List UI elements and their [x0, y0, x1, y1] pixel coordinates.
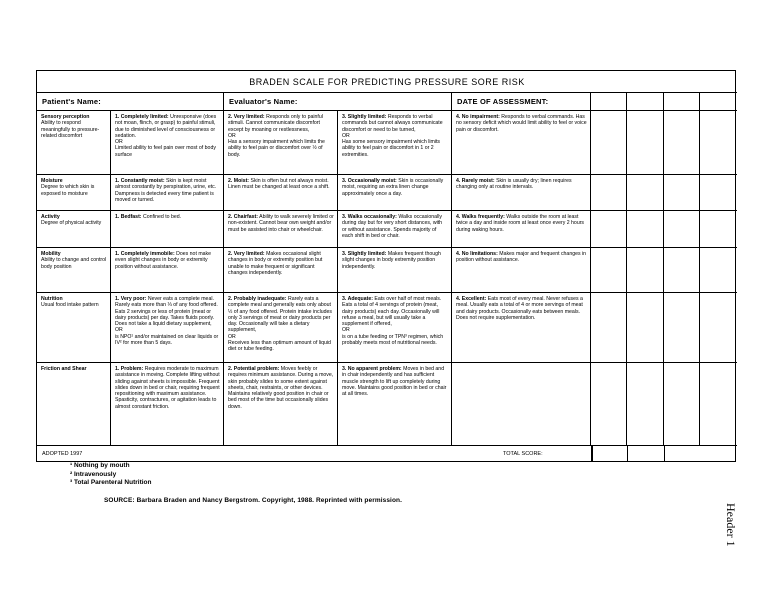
level-cell [224, 211, 338, 247]
level-title: 4. Walks frequently: [456, 214, 505, 220]
level-cell [452, 293, 591, 362]
category-name-cell [37, 175, 111, 210]
footer-row [37, 446, 737, 462]
level-cell [452, 248, 591, 292]
score-cell[interactable] [700, 363, 736, 445]
footnote-1: ¹ Nothing by mouth [70, 462, 130, 469]
level-cell [224, 363, 338, 445]
category-name-cell [37, 211, 111, 247]
score-cell[interactable] [664, 293, 700, 362]
level-text: Never eats a complete meal. Rarely eats more than ⅓ of any food offered. Eats 2 servings or less of protein (meat or dairy products) per day. Takes fluids poorly. Does not take a liquid dietary supplement, OR is NPO¹ and/or maintained on clear liquids or IV² for more than 5 days. [115, 296, 219, 347]
level-title: 3. Adequate: [342, 296, 373, 302]
score-column-1 [591, 93, 627, 110]
level-text: Requires moderate to maximum assistance in moving. Complete lifting without sliding against sheets is impossible. Frequent slides down in bed or chair, requiring frequent repositioning with maximum assistance. Spasticity, contractures, or agitation leads to almost constant friction. [115, 366, 220, 410]
level-text: Skin is often but not always moist. Linen must be changed at least once a shift. [228, 178, 330, 191]
level-title: 2. Probably inadequate: [228, 296, 287, 302]
category-description: Ability to change and control body position [41, 257, 107, 270]
level-text: Eats over half of most meals. Eats a total of 4 servings of protein (meat, dairy products) each day. Occasionally will refuse a meal, but will usually take a supplement if offered, OR is on a tube feeding or TPN³ regimen, which probably meets most of nutritional needs. [342, 296, 444, 347]
category-name-cell [37, 293, 111, 362]
score-cell[interactable] [664, 111, 700, 174]
level-text: Eats most of every meal. Never refuses a meal. Usually eats a total of 4 or more servings of meat and dairy products. Occasionally eats between meals. Does not require supplementation. [456, 296, 583, 321]
level-text: Walks occasionally during day but for very short distances, with or without assistance. Spends majority of each shift in bed or chair. [342, 214, 443, 239]
score-cell[interactable] [664, 363, 700, 445]
level-title: 4. Rarely moist: [456, 178, 495, 184]
level-cell [111, 211, 224, 247]
category-description: Usual food intake pattern [41, 302, 99, 309]
level-text: Responds only to painful stimuli. Cannot communicate discomfort except by moaning or restlessness, OR Has a sensory impairment which limits the ability to feel pain or discomfort over ½ of body. [228, 114, 325, 158]
category-row [37, 293, 737, 363]
level-title: 1. Problem: [115, 366, 144, 372]
category-name: Mobility [41, 251, 61, 257]
level-title: 3. Slightly limited: [342, 251, 387, 257]
level-title: 1. Constantly moist: [115, 178, 165, 184]
score-cell[interactable] [591, 111, 627, 174]
total-score-cell-3[interactable] [664, 446, 665, 462]
category-row [37, 111, 737, 175]
level-text: Moves feebly or requires minimum assistance. During a move, skin probably slides to some extent against sheets, chair, restraints, or other devices. Maintains relatively good position in chair or bed most of the time but occasionally slides down. [228, 366, 334, 410]
category-name: Friction and Shear [41, 366, 87, 372]
level-title: 2. Moist: [228, 178, 250, 184]
form-title: BRADEN SCALE FOR PREDICTING PRESSURE SORE RISK [37, 71, 737, 93]
level-cell [452, 175, 591, 210]
level-title: 3. No apparent problem: [342, 366, 402, 372]
level-cell [111, 248, 224, 292]
score-cell[interactable] [591, 248, 627, 292]
category-name: Sensory perception [41, 114, 90, 120]
level-text: Makes major and frequent changes in position without assistance. [456, 251, 587, 264]
date-of-assessment-label: DATE OF ASSESSMENT: [452, 93, 591, 110]
level-title: 2. Very limited: [228, 251, 265, 257]
score-cell[interactable] [700, 211, 736, 247]
level-cell [224, 293, 338, 362]
level-title: 2. Chairfast: [228, 214, 258, 220]
source-citation: SOURCE: Barbara Braden and Nancy Bergstrom. Copyright, 1988. Reprinted with permission. [104, 497, 403, 504]
score-cell[interactable] [664, 175, 700, 210]
total-score-cell-2[interactable] [627, 446, 628, 462]
level-cell [111, 363, 224, 445]
level-text: Rarely eats a complete meal and generally eats only about ½ of any food offered. Protein intake includes only 3 servings of meat or dairy products per day. Occasionally will take a dietary supplement, OR Receives less than optimum amount of liquid diet or tube feeding. [228, 296, 333, 353]
category-row [37, 248, 737, 293]
level-cell [111, 175, 224, 210]
level-cell [338, 175, 452, 210]
total-score-cell-1[interactable] [591, 446, 593, 462]
score-cell[interactable] [627, 111, 664, 174]
category-row [37, 211, 737, 248]
level-title: 2. Potential problem: [228, 366, 280, 372]
level-text: Moves in bed and in chair independently and has sufficient muscle strength to lift up completely during move. Maintains good position in bed or chair at all times. [342, 366, 447, 398]
footnote-2: ² Intravenously [70, 470, 117, 478]
score-cell[interactable] [700, 248, 736, 292]
adopted-label: ADOPTED 1997 [42, 451, 83, 457]
category-name: Activity [41, 214, 60, 220]
level-cell [111, 111, 224, 174]
category-name-cell [37, 363, 111, 445]
score-cell[interactable] [700, 175, 736, 210]
score-column-3 [664, 93, 700, 110]
level-cell [338, 211, 452, 247]
level-cell [452, 111, 591, 174]
score-cell[interactable] [591, 363, 627, 445]
category-row [37, 363, 737, 446]
level-cell [224, 248, 338, 292]
level-title: 1. Completely immobile: [115, 251, 175, 257]
level-title: 4. No limitations: [456, 251, 498, 257]
footnotes [70, 462, 152, 488]
score-cell[interactable] [591, 293, 627, 362]
patient-name-label: Patient's Name: [37, 93, 224, 110]
level-text: Ability to walk severely limited or non-existent. Cannot bear own weight and/or must be assisted into chair or wheelchair. [228, 214, 334, 233]
category-row [37, 175, 737, 211]
score-cell[interactable] [627, 175, 664, 210]
level-title: 4. Excellent: [456, 296, 487, 302]
evaluator-name-label: Evaluator's Name: [224, 93, 452, 110]
category-name-cell [37, 248, 111, 292]
score-cell[interactable] [627, 293, 664, 362]
score-cell[interactable] [591, 175, 627, 210]
score-column-4 [700, 93, 736, 110]
level-cell [452, 363, 591, 445]
score-cell[interactable] [700, 293, 736, 362]
level-cell [338, 111, 452, 174]
level-text: Makes occasional slight changes in body or extremity position but unable to make frequent or significant changes independently. [228, 251, 323, 276]
level-text: Skin is usually dry; linen requires changing only at routine intervals. [456, 178, 572, 191]
category-description: Ability to respond meaningfully to pressure-related discomfort [41, 120, 100, 139]
level-cell [338, 363, 452, 445]
level-text: Makes frequent though slight changes in body extremity position independently. [342, 251, 441, 270]
category-description: Degree of physical activity [41, 220, 102, 227]
footnote-3: ³ Total Parenteral Nutrition [70, 479, 152, 486]
level-cell [452, 211, 591, 247]
level-title: 1. Bedfast: [115, 214, 142, 220]
score-cell[interactable] [627, 363, 664, 445]
level-text: Walks outside the room at least twice a day and inside room at least once every 2 hours during waking hours. [456, 214, 585, 233]
level-title: 1. Very poor: [115, 296, 147, 302]
level-text: Confined to bed. [142, 214, 182, 220]
level-title: 4. No impairment: [456, 114, 500, 120]
score-cell[interactable] [664, 248, 700, 292]
level-title: 3. Slightly limited: [342, 114, 387, 120]
category-name: Nutrition [41, 296, 63, 302]
score-cell[interactable] [591, 211, 627, 247]
level-title: 1. Completely limited: [115, 114, 169, 120]
score-cell[interactable] [700, 111, 736, 174]
level-title: 3. Occasionally moist: [342, 178, 397, 184]
level-cell [111, 293, 224, 362]
level-cell [224, 175, 338, 210]
braden-scale-form [36, 70, 736, 462]
level-text: Does not make even slight changes in body or extremity position without assistance. [115, 251, 212, 270]
category-name-cell [37, 111, 111, 174]
total-score-label: TOTAL SCORE: [503, 451, 543, 457]
side-header: Header 1 [724, 503, 738, 547]
level-text: Unresponsive (does not moan, flinch, or grasp) to painful stimuli, due to diminished level of consciousness or sedation. OR Limited ability to feel pain over most of body surface [115, 114, 217, 158]
score-cell[interactable] [627, 248, 664, 292]
score-cell[interactable] [627, 211, 664, 247]
level-cell [338, 248, 452, 292]
name-row [37, 93, 737, 111]
level-text: Skin is occasionally moist, requiring an extra linen change approximately once a day. [342, 178, 444, 197]
level-cell [224, 111, 338, 174]
level-text: Skin is kept moist almost constantly by perspiration, urine, etc. Dampness is detected every time patient is moved or turned. [115, 178, 217, 203]
level-text: Responds to verbal commands. Has no sensory deficit which would limit ability to feel or voice pain or discomfort. [456, 114, 587, 133]
category-name: Moisture [41, 178, 63, 184]
category-description: Degree to which skin is exposed to moisture [41, 184, 95, 197]
level-title: 3. Walks occasionally: [342, 214, 397, 220]
level-title: 2. Very limited: [228, 114, 265, 120]
level-cell [338, 293, 452, 362]
score-cell[interactable] [664, 211, 700, 247]
score-column-2 [627, 93, 664, 110]
level-text: Responds to verbal commands but cannot always communicate discomfort or need to be turned, OR Has some sensory impairment which limits ability to feel pain or discomfort in 1 or 2 extremities. [342, 114, 443, 158]
